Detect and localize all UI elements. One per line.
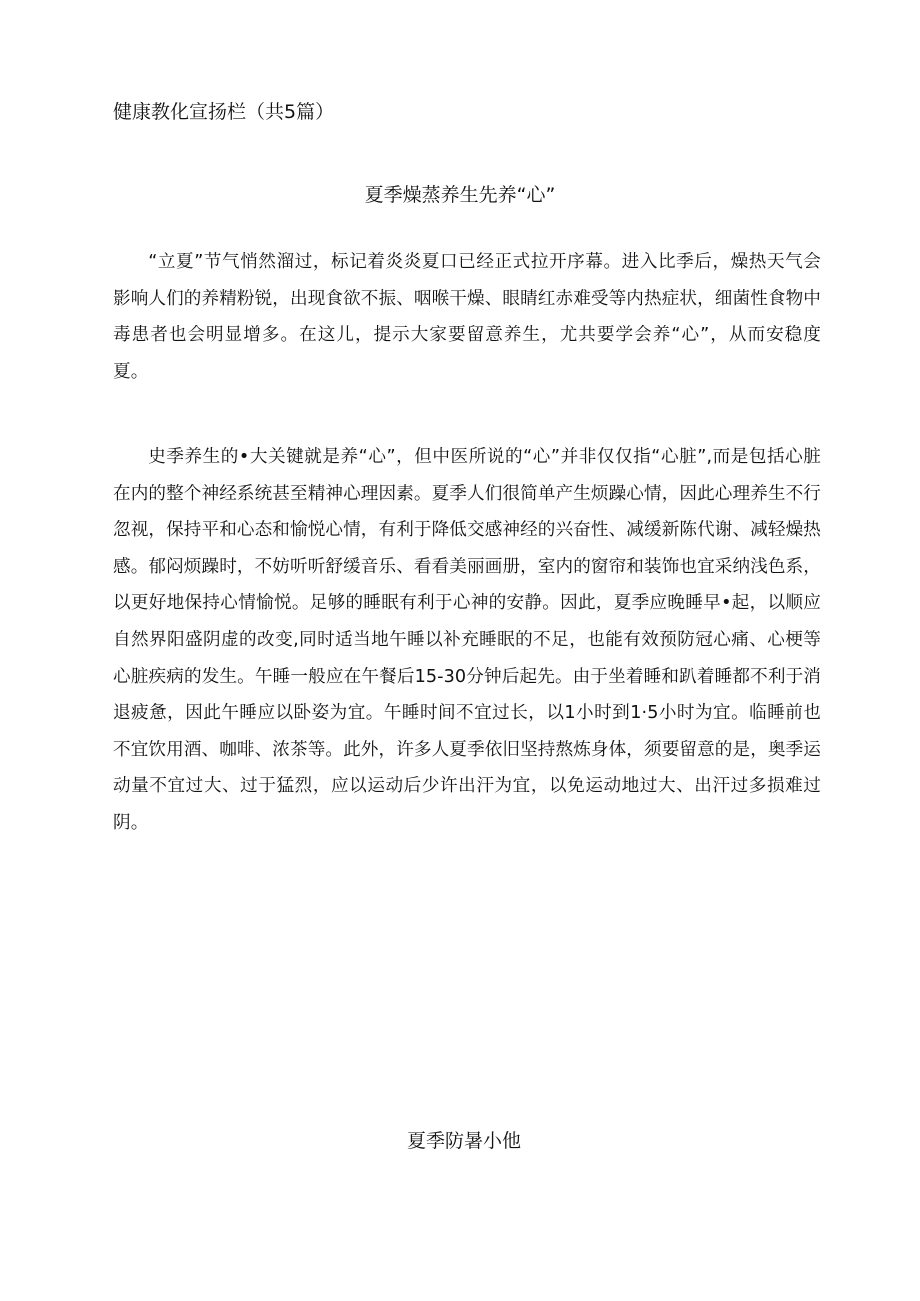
article-paragraph: “立夏”节气悄然溜过，标记着炎炎夏口已经正式拉开序幕。进入比季后，燥热天气会影响人们的养精粉锐，出现食欲不振、咽喉干燥、眼睛红赤难受等内热症状，细菌性食物中毒患者也会明显增多。在这儿，提示大家要留意养生，尤共要学会养“心”，从而安稳度夏。: [113, 252, 821, 382]
article-title-summer-heatstroke: 夏季防暑小他: [406, 1130, 521, 1152]
article-title-summer-heart: 夏季燥蒸养生先养“心”: [364, 184, 556, 206]
article-paragraph: 史季养生的•大关键就是养“心”，但中医所说的“心”并非仅仅指“心脏”,而是包括心脏在内的整个神经系统甚至精神心理因素。夏季人们很简单产生烦躁心情，因此心理养生不行忽视，保持平和心态和愉悦心情，有利于降低交感神经的兴奋性、减缓新陈代谢、减轻燥热感。郁闷烦躁时，不妨听听舒缓音乐、看看美丽画册，室内的窗帘和装饰也宜采纳浅色系，以更好地保持心情愉悦。足够的睡眠有利于心神的安静。因此，夏季应晚睡早•起，以顺应自然界阳盛阴虚的改变,同时适当地午睡以补充睡眠的不足，也能有效预防冠心痛、心梗等心脏疾病的发生。午睡一般应在午餐后15-30分钟后起先。由于坐着睡和趴着睡都不利于消退疲惫，因此午睡应以卧姿为宜。午睡时间不宜过长，以1小时到1·5小时为宜。临睡前也不宜饮用酒、咖啡、浓茶等。此外，许多人夏季依旧坚持熬炼身体，须要留意的是，奥季运动量不宜过大、过于猛烈，应以运动后少许出汗为宜，以免运动地过大、出汗过多损难过阴。: [113, 447, 821, 833]
document-title: 健康教化宣扬栏（共5篇）: [113, 101, 335, 123]
